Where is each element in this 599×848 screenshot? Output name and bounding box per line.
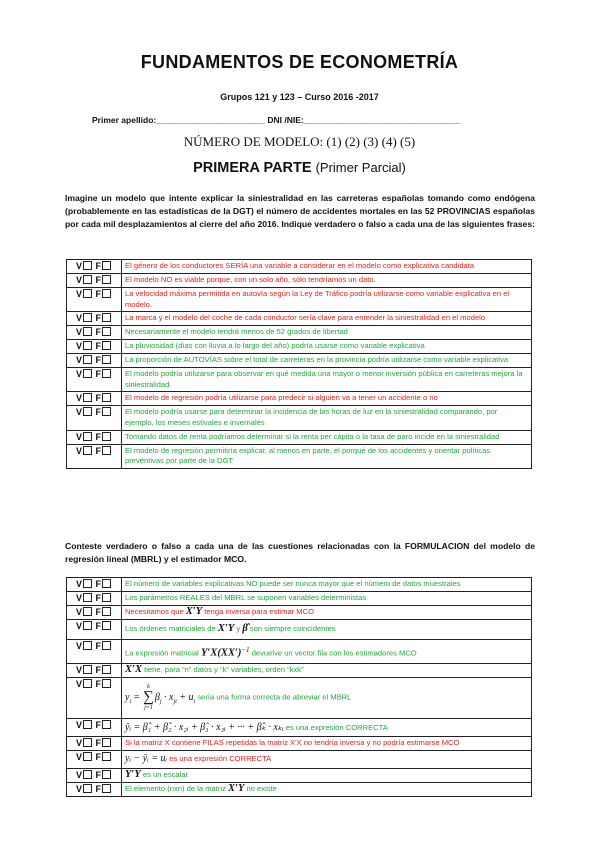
false-checkbox[interactable] <box>102 770 111 779</box>
vf-checkboxes[interactable]: V F <box>67 578 122 592</box>
vf-checkboxes[interactable]: V F <box>67 260 122 274</box>
vf-checkboxes[interactable]: V F <box>67 354 122 368</box>
false-checkbox[interactable] <box>102 341 111 350</box>
false-checkbox[interactable] <box>102 393 111 402</box>
statement-text: X′X tiene, para “n” datos y “k” variables, orden “kxk” <box>122 663 532 677</box>
question-row <box>67 312 532 326</box>
true-checkbox[interactable] <box>83 289 92 298</box>
false-checkbox[interactable] <box>102 752 111 761</box>
true-checkbox[interactable] <box>83 393 92 402</box>
vf-checkboxes[interactable]: V F <box>67 444 122 468</box>
true-checkbox[interactable] <box>83 275 92 284</box>
question-row <box>67 578 532 592</box>
vf-checkboxes[interactable]: V F <box>67 639 122 663</box>
true-checkbox[interactable] <box>83 446 92 455</box>
section1-questions-table <box>66 259 532 469</box>
false-checkbox[interactable] <box>102 261 111 270</box>
true-checkbox[interactable] <box>83 665 92 674</box>
question-row <box>67 718 532 737</box>
false-checkbox[interactable] <box>102 289 111 298</box>
statement-text: Tomando datos de renta podríamos determinar si la renta per cápita o la tasa de paro incide en la siniestralidad <box>122 430 532 444</box>
question-row <box>67 751 532 769</box>
section1-intro: Imagine un modelo que intente explicar la siniestralidad en las carreteras españolas tomando como endógena (probablemente en las estadísticas de la DGT) el número de accidentes mortales en las 52 PROVINCIAS españolas por cada mil desplazamientos al cierre del año 2016. Indique verdadero o falso a cada una de las siguientes frases: <box>65 193 535 229</box>
vf-checkboxes[interactable]: V F <box>67 768 122 782</box>
true-checkbox[interactable] <box>83 738 92 747</box>
false-checkbox[interactable] <box>102 738 111 747</box>
vf-checkboxes[interactable]: V F <box>67 677 122 718</box>
vf-checkboxes[interactable]: V F <box>67 782 122 796</box>
false-checkbox[interactable] <box>102 607 111 616</box>
false-checkbox[interactable] <box>102 327 111 336</box>
question-row <box>67 326 532 340</box>
true-checkbox[interactable] <box>83 621 92 630</box>
matrix-formula: X′Y <box>185 606 203 617</box>
statement-text: La pluviosidad (días con lluvia a lo largo del año) podría usarse como variable explicativa <box>122 340 532 354</box>
true-checkbox[interactable] <box>83 784 92 793</box>
part-subtitle: (Primer Parcial) <box>315 160 406 175</box>
matrix-formula: X′Y <box>217 623 235 634</box>
false-checkbox[interactable] <box>102 432 111 441</box>
residual-formula: yᵢ − ŷᵢ = uᵢ <box>125 753 168 765</box>
false-checkbox[interactable] <box>102 355 111 364</box>
false-checkbox[interactable] <box>102 275 111 284</box>
question-row <box>67 768 532 782</box>
vf-checkboxes[interactable]: V F <box>67 368 122 392</box>
true-checkbox[interactable] <box>83 407 92 416</box>
matrix-formula: X′Y <box>228 782 245 794</box>
dni-label: DNI /NIE <box>267 115 301 125</box>
statement-text: Necesariamente el modelo tendrá menos de 52 grados de libertad <box>122 326 532 340</box>
true-checkbox[interactable] <box>83 313 92 322</box>
section2-intro: Conteste verdadero o falso a cada una de las cuestiones relacionadas con la FORMULACION del modelo de regresión lineal (MBRL) y el estimador MCO. <box>65 541 535 564</box>
statement-text: Necesitamos que X′Y tenga inversa para estimar MCO <box>122 606 532 620</box>
statement-text: Los órdenes matriciales de X′Y y β̂ son siempre coincidentes <box>122 620 532 640</box>
statement-text: La marca y el modelo del coche de cada conductor sería clave para entender la siniestralidad en el modelo <box>122 312 532 326</box>
surname-blank[interactable]: _______________________ <box>156 115 268 125</box>
statement-text: Y′Y es un escalar <box>122 768 532 782</box>
dni-blank[interactable]: :_________________________________ <box>300 115 460 125</box>
question-row <box>67 444 532 468</box>
regression-formula: ŷᵢ = β̂₁ + β̂₂ · x₂ᵢ + β̂₃ · x₃ᵢ + ··· + β̂ₖ · xₖᵢ <box>125 721 284 733</box>
question-row <box>67 406 532 430</box>
vf-checkboxes[interactable]: V F <box>67 288 122 312</box>
vf-checkboxes[interactable]: V F <box>67 312 122 326</box>
question-row <box>67 430 532 444</box>
matrix-formula: Y′X(XX′) <box>201 647 242 659</box>
question-row <box>67 274 532 288</box>
vf-checkboxes[interactable]: V F <box>67 751 122 769</box>
vf-checkboxes[interactable]: V F <box>67 718 122 737</box>
question-row <box>67 260 532 274</box>
statement-text: La proporción de AUTOVÍAS sobre el total de carreteras en la provincia podría utilizarse como variable explicativa <box>122 354 532 368</box>
false-checkbox[interactable] <box>102 621 111 630</box>
question-row <box>67 340 532 354</box>
question-row <box>67 620 532 640</box>
matrix-formula: X′X <box>125 663 142 675</box>
statement-text: yᵢ − ŷᵢ = uᵢ es una expresión CORRECTA <box>122 751 532 769</box>
question-row <box>67 606 532 620</box>
true-checkbox[interactable] <box>83 327 92 336</box>
true-checkbox[interactable] <box>83 752 92 761</box>
question-row <box>67 639 532 663</box>
statement-text: El modelo podría utilizarse para observar en qué medida una mayor o menor inversión pública en carreteras mejora la siniestralidad <box>122 368 532 392</box>
student-id-line <box>92 115 460 125</box>
statement-text: ŷᵢ = β̂₁ + β̂₂ · x₂ᵢ + β̂₃ · x₃ᵢ + ··· + β̂ₖ · xₖᵢ es una expresión CORRECTA <box>122 718 532 737</box>
document-title: FUNDAMENTOS DE ECONOMETRÍA <box>140 52 459 72</box>
false-checkbox[interactable] <box>102 784 111 793</box>
statement-text: El modelo de regresión podría utilizarse para predecir si alguien va a tener un accidente o no <box>122 392 532 406</box>
true-checkbox[interactable] <box>83 432 92 441</box>
course-groups: Grupos 121 y 123 – Curso 2016 -2017 <box>220 92 379 102</box>
section2-questions-table <box>66 577 532 797</box>
vf-checkboxes[interactable]: V F <box>67 620 122 640</box>
question-row <box>67 782 532 796</box>
vf-checkboxes[interactable]: V F <box>67 430 122 444</box>
false-checkbox[interactable] <box>102 579 111 588</box>
true-checkbox[interactable] <box>83 607 92 616</box>
question-row <box>67 737 532 751</box>
statement-text: El elemento (nxn) de la matriz X′Y no existe <box>122 782 532 796</box>
surname-label: Primer apellido: <box>92 115 157 125</box>
vf-checkboxes[interactable]: V F <box>67 392 122 406</box>
question-row <box>67 592 532 606</box>
vf-checkboxes[interactable]: V F <box>67 406 122 430</box>
true-checkbox[interactable] <box>83 641 92 650</box>
true-checkbox[interactable] <box>83 593 92 602</box>
matrix-formula: Y′Y <box>125 768 141 780</box>
statement-text: Los parámetros REALES del MBRL se suponen variables deterministas <box>122 592 532 606</box>
true-checkbox[interactable] <box>83 770 92 779</box>
false-checkbox[interactable] <box>102 720 111 729</box>
statement-text: Si la matriz X contiene FILAS repetidas la matriz X'X no tendría inversa y no podría estimarse MCO <box>122 737 532 751</box>
false-checkbox[interactable] <box>102 593 111 602</box>
false-checkbox[interactable] <box>102 679 111 688</box>
true-checkbox[interactable] <box>83 579 92 588</box>
false-checkbox[interactable] <box>102 407 111 416</box>
false-checkbox[interactable] <box>102 369 111 378</box>
vf-checkboxes[interactable]: V F <box>67 737 122 751</box>
beta-hat-formula: β̂ <box>242 623 248 634</box>
statement-text: $y_i$ = k ∑ j=1 $\beta_j \cdot x_{ji} + u_i$ sería una forma correcta de abreviar el MBRL <box>122 677 532 718</box>
question-row <box>67 392 532 406</box>
vf-checkboxes[interactable]: V F <box>67 606 122 620</box>
false-checkbox[interactable] <box>102 313 111 322</box>
statement-text: El modelo podría usarse para determinar la incidencia de las horas de luz en la siniestralidad comparando, por ejemplo, los meses estivales e invernales <box>122 406 532 430</box>
vf-checkboxes[interactable]: V F <box>67 592 122 606</box>
question-row <box>67 354 532 368</box>
statement-text: La velocidad máxima permitida en autovía según la Ley de Tráfico podría utilizarse como variable explicativa en el modelo. <box>122 288 532 312</box>
statement-text: La expresión matricial $Y'X(XX')^{-1}$ devuelve un vector fila con los estimadores MCO <box>122 639 532 663</box>
statement-text: El modelo de regresión permitiría explicar, al menos en parte, el porqué de los accidentes y orientar políticas preventivas por parte de la DGT <box>122 444 532 468</box>
vf-checkboxes[interactable]: V F <box>67 326 122 340</box>
true-checkbox[interactable] <box>83 341 92 350</box>
statement-text: El modelo NO es viable porque, con un solo año, sólo tendríamos un dato. <box>122 274 532 288</box>
part-title: PRIMERA PARTE <box>193 160 312 176</box>
statement-text: El número de variables explicativas NO puede ser nunca mayor que el número de datos muestrales <box>122 578 532 592</box>
summation-formula: $y_i$ = k ∑ j=1 $\beta_j \cdot x_{ji} + u_i$ <box>125 684 196 712</box>
false-checkbox[interactable] <box>102 665 111 674</box>
vf-checkboxes[interactable]: V F <box>67 663 122 677</box>
true-checkbox[interactable] <box>83 261 92 270</box>
question-row <box>67 677 532 718</box>
part-heading <box>0 160 599 176</box>
true-checkbox[interactable] <box>83 369 92 378</box>
model-number: NÚMERO DE MODELO: (1) (2) (3) (4) (5) <box>183 134 416 149</box>
true-checkbox[interactable] <box>83 679 92 688</box>
vf-checkboxes[interactable]: V F <box>67 340 122 354</box>
false-checkbox[interactable] <box>102 641 111 650</box>
true-checkbox[interactable] <box>83 720 92 729</box>
false-checkbox[interactable] <box>102 446 111 455</box>
vf-checkboxes[interactable]: V F <box>67 274 122 288</box>
question-row <box>67 663 532 677</box>
true-checkbox[interactable] <box>83 355 92 364</box>
question-row <box>67 368 532 392</box>
statement-text: El género de los conductores SERÍA una variable a considerar en el modelo como explicativa candidata <box>122 260 532 274</box>
question-row <box>67 288 532 312</box>
